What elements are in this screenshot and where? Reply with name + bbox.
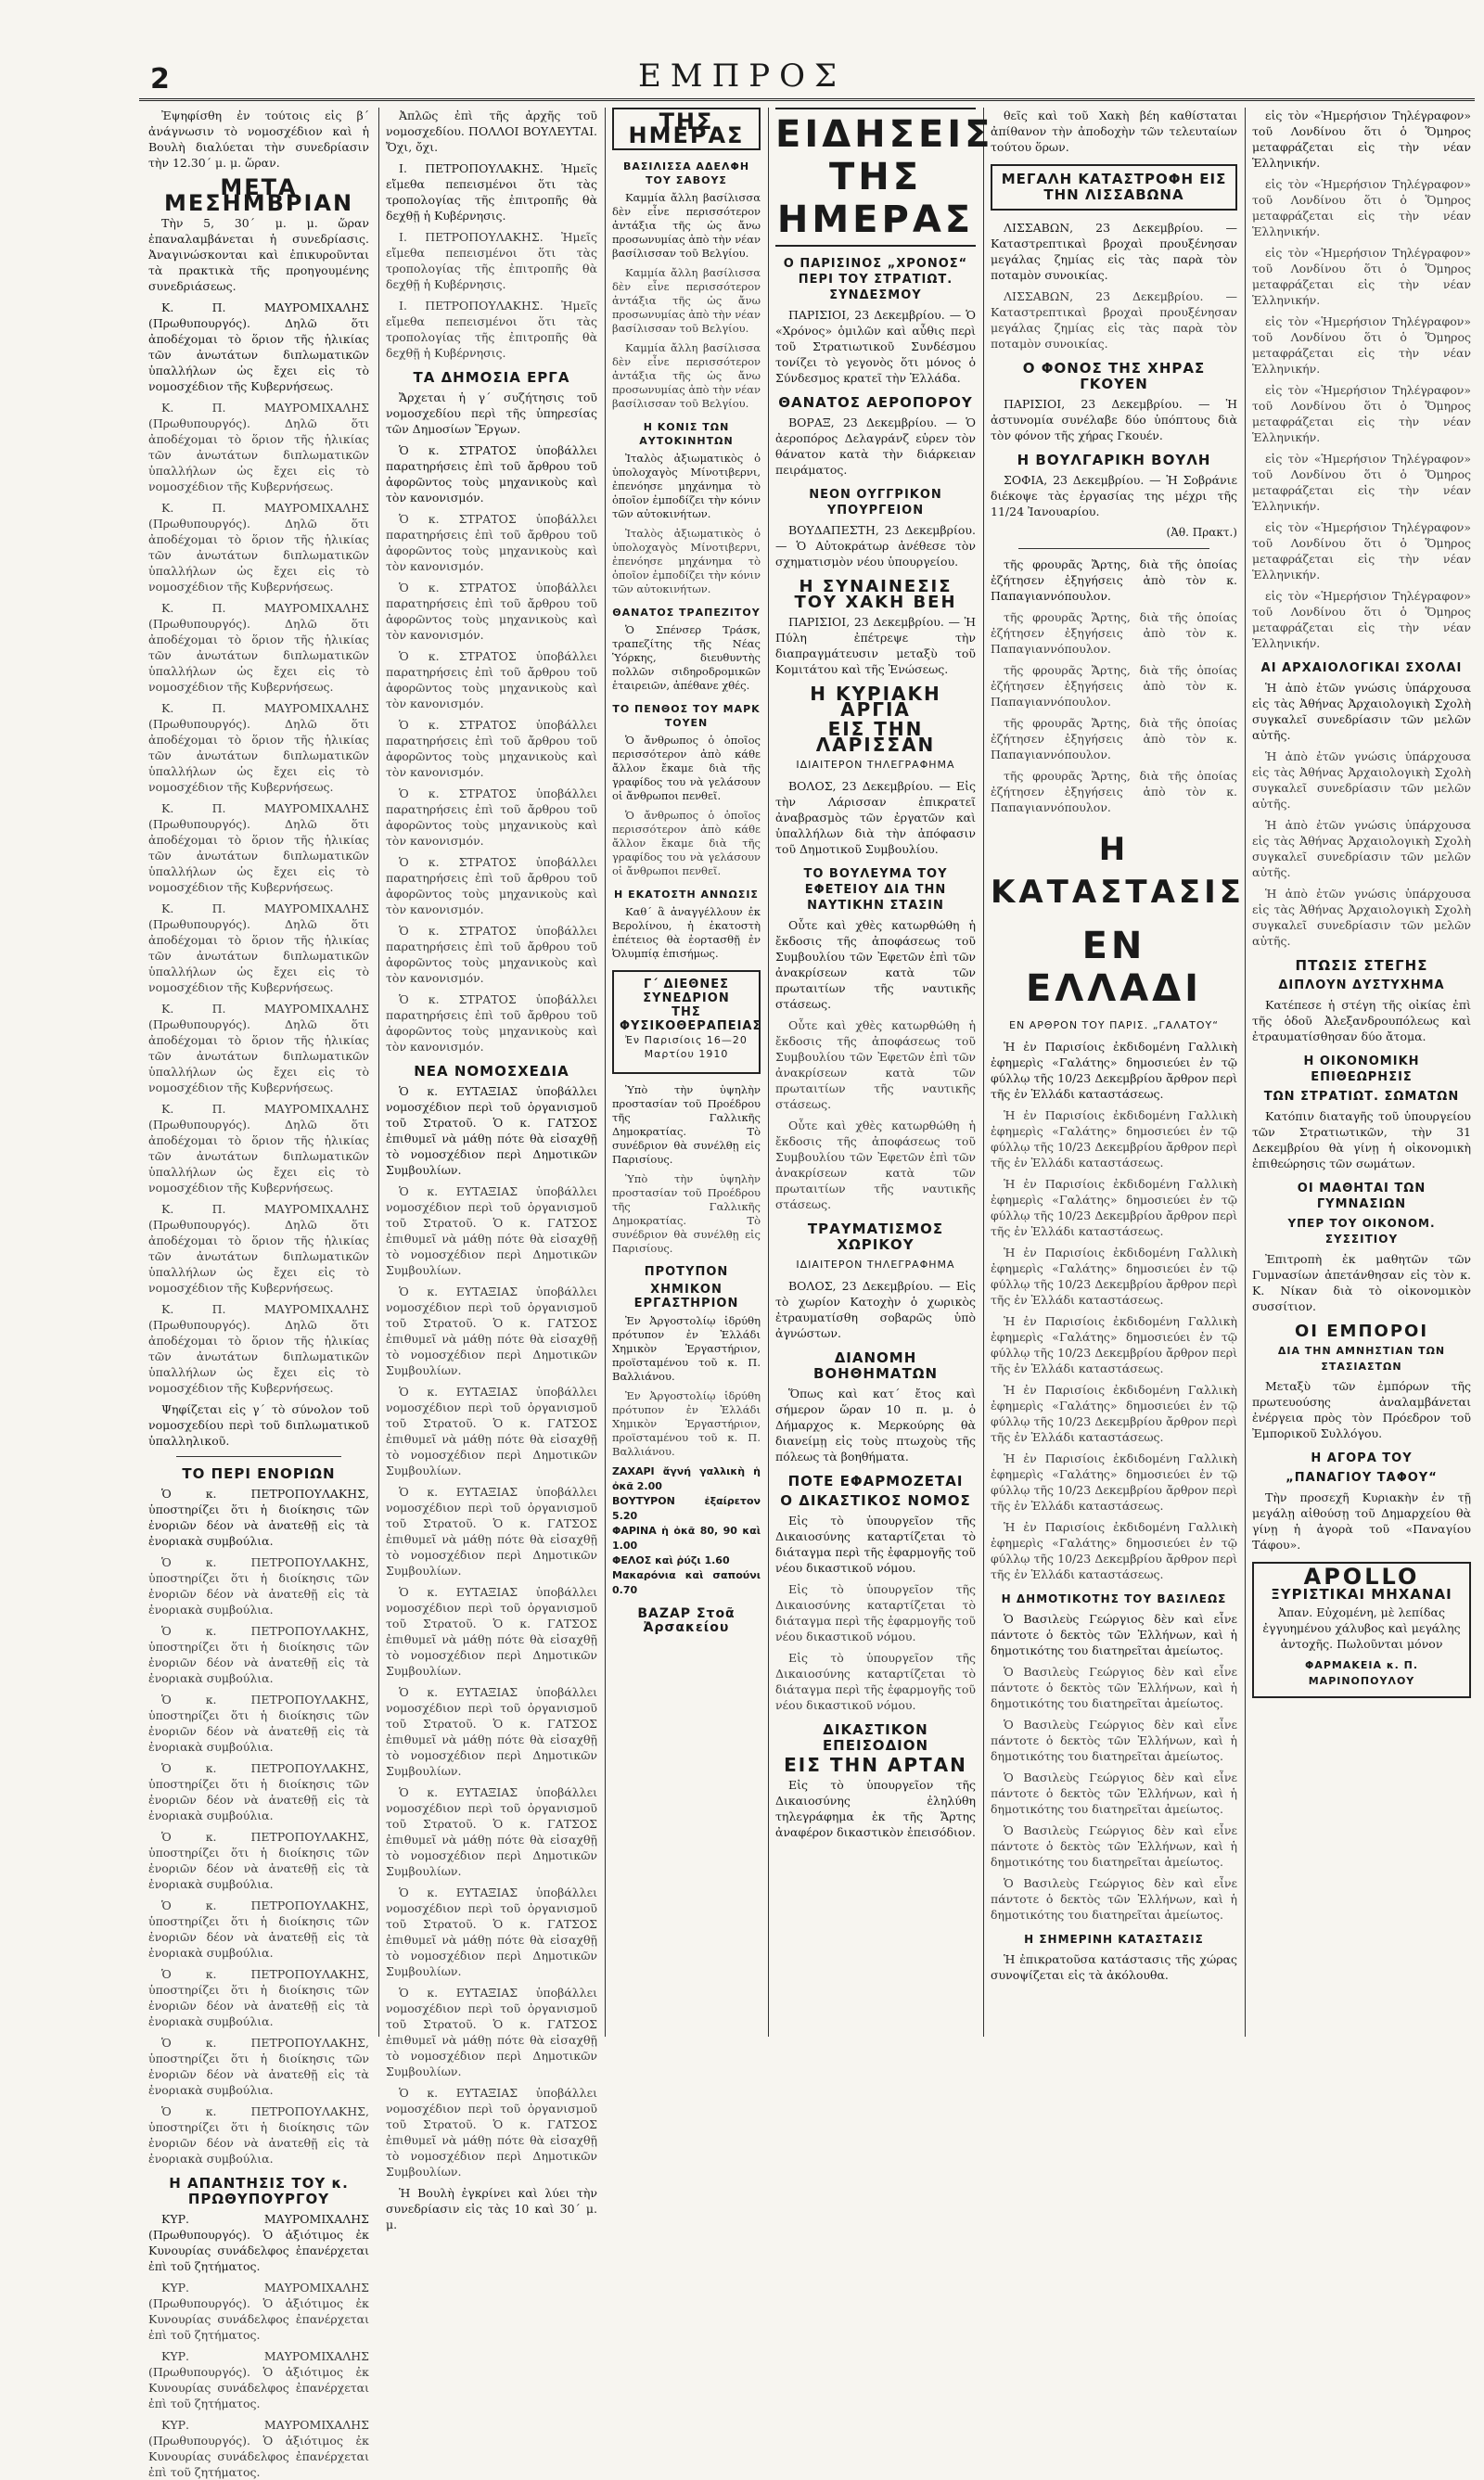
column-4 — [775, 108, 994, 2037]
paragraph: Κατέπεσε ἡ στέγη τῆς οἰκίας ἐπὶ τῆς ὁδοῦ Ἀλεξανδρουπόλεως καὶ ἐτραυματίσθησαν δύο ἄτομα. — [1252, 998, 1471, 1043]
heading-megali-katastrofi: ΜΕΓΑΛΗ ΚΑΤΑΣΤΡΟΦΗ ΕΙΣ ΤΗΝ ΛΙΣΣΑΒΩΝΑ — [1001, 171, 1227, 203]
paragraph: Ὁ κ. ΕΥΤΑΞΙΑΣ ὑποβάλλει νομοσχέδιον περὶ τοῦ ὀργανισμοῦ τοῦ Στρατοῦ. Ὁ κ. ΓΑΤΣΟΣ ἐπιθυμεῖ νὰ μάθῃ πότε θὰ εἰσαχθῇ τὸ νομοσχέδιον περὶ Δημοτικῶν Συμβουλίων. — [386, 1785, 597, 1878]
paragraph: Ὁ Βασιλεὺς Γεώργιος δὲν καὶ εἶνε πάντοτε ὁ δεκτὸς τῶν Ἑλλήνων, καὶ ἡ δημοτικότης του διατηρεῖται ἀμείωτος. — [991, 1823, 1237, 1869]
paragraph: εἰς τὸν «Ἡμερήσιον Τηλέγραφον» τοῦ Λονδίνου ὅτι ὁ Ὅμηρος μεταφράζεται εἰς τὴν νέαν Ἑλληνικήν. — [1252, 246, 1471, 307]
paragraph: Ἡ ἐν Παρισίοις ἐκδιδομένη Γαλλικὴ ἐφημερὶς «Γαλάτης» δημοσιεύει ἐν τῷ φύλλῳ τῆς 10/23 Δεκεμβρίου ἄρθρον περὶ τῆς ἐν Ἑλλάδι καταστάσεως. — [991, 1520, 1237, 1581]
heading-parisinos-xronos: Ο ΠΑΡΙΣΙΝΟΣ „ΧΡΟΝΟΣ“ ΠΕΡΙ ΤΟΥ ΣΤΡΑΤΙΩΤ. ΣΥΝΔΕΣΜΟΥ — [783, 257, 968, 302]
heading-ptosis-stegis: ΠΤΩΣΙΣ ΣΤΕΓΗΣ — [1295, 957, 1428, 974]
heading-stratiot-somaton: ΤΩΝ ΣΤΡΑΤΙΩΤ. ΣΩΜΑΤΩΝ — [1263, 1090, 1460, 1104]
paragraph: Ὁ κ. ΠΕΤΡΟΠΟΥΛΑΚΗΣ, ὑποστηρίζει ὅτι ἡ διοίκησις τῶν ἐνοριῶν δέον νὰ ἀνατεθῇ εἰς τὰ ἐνοριακὰ συμβούλια. — [148, 2036, 369, 2097]
heading-panagiou-tafou: „ΠΑΝΑΓΙΟΥ ΤΑΦΟΥ“ — [1286, 1471, 1438, 1485]
heading-protypon: ΠΡΟΤΥΠΟΝ — [644, 1265, 729, 1279]
column-rule — [605, 108, 606, 2037]
heading-synainesis-xaki: Η ΣΥΝΑΙΝΕΣΙΣ ΤΟΥ ΧΑΚΗ ΒΕΗ — [794, 577, 957, 612]
paragraph: Ἡ ἀπὸ ἐτῶν γνώσις ὑπάρχουσα εἰς τὰς Ἀθήνας Ἀρχαιολογικὴ Σχολὴ συγκαλεῖ συνεδρίασιν τῶν μελῶν αὐτῆς. — [1252, 887, 1471, 948]
paragraph: Ὁ Βασιλεὺς Γεώργιος δὲν καὶ εἶνε πάντοτε ὁ δεκτὸς τῶν Ἑλλήνων, καὶ ἡ δημοτικότης του διατηρεῖται ἀμείωτος. — [991, 1665, 1237, 1710]
paragraph: Οὗτε καὶ χθὲς κατωρθώθη ἡ ἔκδοσις τῆς ἀποφάσεως τοῦ Συμβουλίου τῶν Ἐφετῶν ἐπὶ τῶν ἀνακρίσεων κατὰ τῶν πρωταιτίων τῆς ναυτικῆς στάσεως. — [775, 1018, 976, 1111]
heading-agora: Η ΑΓΟΡΑ ΤΟΥ — [1311, 1451, 1413, 1465]
paragraph: Κ. Π. ΜΑΥΡΟΜΙΧΑΛΗΣ (Πρωθυπουργός). Δηλῶ ὅτι ἀποδέχομαι τὸ ὅριον τῆς ἡλικίας τῶν ἀνωτάτων διπλωματικῶν ὑπαλλήλων ὡς ἔχει εἰς τὸ νομοσχέδιον τῆς Κυβερνήσεως. — [148, 601, 369, 694]
paragraph: Ὁ Βασιλεὺς Γεώργιος δὲν καὶ εἶνε πάντοτε ὁ δεκτὸς τῶν Ἑλλήνων, καὶ ἡ δημοτικότης του διατηρεῖται ἀμείωτος. — [991, 1612, 1237, 1657]
paragraph: εἰς τὸν «Ἡμερήσιον Τηλέγραφον» τοῦ Λονδίνου ὅτι ὁ Ὅμηρος μεταφράζεται εἰς τὴν νέαν Ἑλληνικήν. — [1252, 589, 1471, 650]
paragraph: ΚΥΡ. ΜΑΥΡΟΜΙΧΑΛΗΣ (Πρωθυπουργός). Ὁ ἀξιότιμος ἐκ Κυνουρίας συνάδελφος ἐπανέρχεται ἐπὶ τοῦ ζητήματος. — [148, 2212, 369, 2273]
paragraph: Ὁ κ. ΠΕΤΡΟΠΟΥΛΑΚΗΣ, ὑποστηρίζει ὅτι ἡ διοίκησις τῶν ἐνοριῶν δέον νὰ ἀνατεθῇ εἰς τὰ ἐνοριακὰ συμβούλια. — [148, 1898, 369, 1960]
paragraph: Ὁ ἄνθρωπος ὁ ὁποῖος περισσότερον ἀπὸ κάθε ἄλλον ἔκαμε διὰ τῆς γραφίδος του νὰ γελάσουν οἱ ἄνθρωποι πενθεῖ. — [612, 734, 761, 802]
heading-eidiseis-tis-imeras: ΕΙΔΗΣΕΙΣ ΤΗΣ ΗΜΕΡΑΣ — [775, 108, 976, 247]
paragraph: Ψηφίζεται εἰς γ΄ τὸ σύνολον τοῦ νομοσχεδίου περὶ τοῦ διπλωματικοῦ ὑπαλληλικοῦ. — [148, 1402, 369, 1448]
paragraph: Ὅπως καὶ κατ΄ ἔτος καὶ σήμερον ὥραν 10 π. μ. ὁ Δήμαρχος κ. Μερκούρης θὰ διανείμῃ εἰς τοὺς πτωχοὺς τῆς πόλεως τὰ βοηθήματα. — [775, 1387, 976, 1464]
paragraph: ΒΟΛΟΣ, 23 Δεκεμβρίου. — Εἰς τὴν Λάρισσαν ἐπικρατεῖ ἀναβρασμὸς τῶν ἐργατῶν καὶ ὑπαλλήλων διὰ τὴν ἀπόφασιν τοῦ Δημοτικοῦ Συμβουλίου. — [775, 779, 976, 856]
subhead-galatis: ΕΝ ΑΡΘΡΟΝ ΤΟΥ ΠΑΡΙΣ. „ΓΑΛΑΤΟΥ“ — [1009, 1019, 1219, 1031]
heading-dikastiko-epeisodio: ΔΙΚΑΣΤΙΚΟΝ ΕΠΕΙΣΟΔΙΟΝ — [822, 1721, 929, 1754]
paragraph: Ὁ κ. ΕΥΤΑΞΙΑΣ ὑποβάλλει νομοσχέδιον περὶ τοῦ ὀργανισμοῦ τοῦ Στρατοῦ. Ὁ κ. ΓΑΤΣΟΣ ἐπιθυμεῖ νὰ μάθῃ πότε θὰ εἰσαχθῇ τὸ νομοσχέδιον περὶ Δημοτικῶν Συμβουλίων. — [386, 1585, 597, 1678]
heading-dimosia-erga: ΤΑ ΔΗΜΟΣΙΑ ΕΡΓΑ — [413, 369, 570, 386]
heading-amnistia-stasiaston: ΔΙΑ ΤΗΝ ΑΜΝΗΣΤΙΑΝ ΤΩΝ ΣΤΑΣΙΑΣΤΩΝ — [1277, 1345, 1446, 1373]
column-rule — [983, 108, 984, 2037]
paragraph: Κ. Π. ΜΑΥΡΟΜΙΧΑΛΗΣ (Πρωθυπουργός). Δηλῶ ὅτι ἀποδέχομαι τὸ ὅριον τῆς ἡλικίας τῶν ἀνωτάτων διπλωματικῶν ὑπαλλήλων ὡς ἔχει εἰς τὸ νομοσχέδιον τῆς Κυβερνήσεως. — [148, 501, 369, 594]
paragraph: Ἡ ἀπὸ ἐτῶν γνώσις ὑπάρχουσα εἰς τὰς Ἀθήνας Ἀρχαιολογικὴ Σχολὴ συγκαλεῖ συνεδρίασιν τῶν μελῶν αὐτῆς. — [1252, 681, 1471, 742]
paragraph: Ὁ Βασιλεὺς Γεώργιος δὲν καὶ εἶνε πάντοτε ὁ δεκτὸς τῶν Ἑλλήνων, καὶ ἡ δημοτικότης του διατηρεῖται ἀμείωτος. — [991, 1876, 1237, 1922]
paragraph: Ὁ κ. ΣΤΡΑΤΟΣ ὑποβάλλει παρατηρήσεις ἐπὶ τοῦ ἄρθρου τοῦ ἀφορῶντος τοὺς μηχανικοὺς καὶ τὸν κανονισμόν. — [386, 581, 597, 642]
paragraph: Ὁ Σπένσερ Τράσκ, τραπεζίτης τῆς Νέας Ὑόρκης, διευθυντὴς πολλῶν σιδηροδρομικῶν ἑταιρειῶν, ἀπέθανε χθές. — [612, 623, 761, 692]
paragraph: τῆς φρουρᾶς Ἄρτης, διὰ τῆς ὁποίας ἐζήτησεν ἐξηγήσεις ἀπὸ τὸν κ. Παπαγιαννόπουλον. — [991, 716, 1237, 761]
paragraph: Οὗτε καὶ χθὲς κατωρθώθη ἡ ἔκδοσις τῆς ἀποφάσεως τοῦ Συμβουλίου τῶν Ἐφετῶν ἐπὶ τῶν ἀνακρίσεων κατὰ τῶν πρωταιτίων τῆς ναυτικῆς στάσεως. — [775, 918, 976, 1011]
paragraph: Ἡ ἐν Παρισίοις ἐκδιδομένη Γαλλικὴ ἐφημερὶς «Γαλάτης» δημοσιεύει ἐν τῷ φύλλῳ τῆς 10/23 Δεκεμβρίου ἄρθρον περὶ τῆς ἐν Ἑλλάδι καταστάσεως. — [991, 1040, 1237, 1101]
heading-en-elladi: ΕΝ ΕΛΛΑΔΙ — [1025, 925, 1203, 1010]
paragraph: Ἡ ἐν Παρισίοις ἐκδιδομένη Γαλλικὴ ἐφημερὶς «Γαλάτης» δημοσιεύει ἐν τῷ φύλλῳ τῆς 10/23 Δεκεμβρίου ἄρθρον περὶ τῆς ἐν Ἑλλάδι καταστάσεως. — [991, 1177, 1237, 1238]
paragraph: Καμμία ἄλλη βασίλισσα δὲν εἶνε περισσότερον ἀντάξια τῆς ὡς ἄνω προσωνυμίας ἀπὸ τὴν νέαν βασίλισσαν τοῦ Βελγίου. — [612, 266, 761, 335]
paragraph: Ι. ΠΕΤΡΟΠΟΥΛΑΚΗΣ. Ἠμεῖς εἴμεθα πεπεισμένοι ὅτι τὰς τροπολογίας τῆς ἐπιτροπῆς θὰ δεχθῇ ἡ Κυβέρνησις. — [386, 230, 597, 291]
paragraph: ΒΟΡΑΞ, 23 Δεκεμβρίου. — Ὁ ἀεροπόρος Δελαγράνζ εὑρεν τὸν θάνατον κατὰ τὴν διάρκειαν πειράματος. — [775, 415, 976, 477]
column-6 — [1252, 108, 1471, 2037]
paragraph: Ὁ κ. ΣΤΡΑΤΟΣ ὑποβάλλει παρατηρήσεις ἐπὶ τοῦ ἄρθρου τοῦ ἀφορῶντος τοὺς μηχανικοὺς καὶ τὸν κανονισμόν. — [386, 924, 597, 985]
paragraph: Ἐπιτροπὴ ἐκ μαθητῶν τῶν Γυμνασίων ἀπετάνθησαν εἰς τὸν κ. Κ. Νίκαν διὰ τὸ οἰκονομικὸν συσσίτιον. — [1252, 1252, 1471, 1313]
heading-penthos-mark-twain: ΤΟ ΠΕΝΘΟΣ ΤΟΥ ΜΑΡΚ ΤΟΥΕΝ — [612, 703, 761, 729]
tis-imeras-box — [612, 108, 761, 150]
heading-basilissa: ΒΑΣΙΛΙΣΣΑ ΑΔΕΛΦΗ ΤΟΥ ΣΑΒΟΥΣ — [622, 160, 750, 186]
paragraph: Εἰς τὸ ὑπουργεῖον τῆς Δικαιοσύνης ἐληλύθη τηλεγράφημα ἐκ τῆς Ἄρτης ἀναφέρον δικαστικὸν ἐπεισόδιον. — [775, 1778, 976, 1839]
heading-konis: Η ΚΟΝΙΣ ΤΩΝ ΑΥΤΟΚΙΝΗΤΩΝ — [639, 421, 734, 447]
apollo-seller: ΦΑΡΜΑΚΕΙΑ κ. Π. ΜΑΡΙΝΟΠΟΥΛΟΥ — [1304, 1659, 1419, 1687]
paragraph: Ὁ κ. ΣΤΡΑΤΟΣ ὑποβάλλει παρατηρήσεις ἐπὶ τοῦ ἄρθρου τοῦ ἀφορῶντος τοὺς μηχανικοὺς καὶ τὸν κανονισμόν. — [386, 512, 597, 573]
paragraph: Κ. Π. ΜΑΥΡΟΜΙΧΑΛΗΣ (Πρωθυπουργός). Δηλῶ ὅτι ἀποδέχομαι τὸ ὅριον τῆς ἡλικίας τῶν ἀνωτάτων διπλωματικῶν ὑπαλλήλων ὡς ἔχει εἰς τὸ νομοσχέδιον τῆς Κυβερνήσεως. — [148, 1302, 369, 1395]
paragraph: Εἰς τὸ ὑπουργεῖον τῆς Δικαιοσύνης καταρτίζεται τὸ διάταγμα περὶ τῆς ἐφαρμογῆς τοῦ νέου δικαστικοῦ νόμου. — [775, 1651, 976, 1712]
paragraph: Ἡ Βουλὴ ἐγκρίνει καὶ λύει τὴν συνεδρίασιν εἰς τὰς 10 καὶ 30΄ μ. μ. — [386, 2186, 597, 2231]
heading-efeteio: ΤΟ ΒΟΥΛΕΥΜΑ ΤΟΥ ΕΦΕΤΕΙΟΥ ΔΙΑ ΤΗΝ ΝΑΥΤΙΚΗΝ ΣΤΑΣΙΝ — [803, 867, 948, 913]
paragraph: Τὴν προσεχῆ Κυριακὴν ἐν τῇ μεγάλῃ αἰθούσῃ τοῦ Δημαρχείου θὰ γίνῃ ἡ ἀγορὰ τοῦ «Παναγίου Τάφου». — [1252, 1490, 1471, 1552]
paragraph: Κ. Π. ΜΑΥΡΟΜΙΧΑΛΗΣ (Πρωθυπουργός). Δηλῶ ὅτι ἀποδέχομαι τὸ ὅριον τῆς ἡλικίας τῶν ἀνωτάτων διπλωματικῶν ὑπαλλήλων ὡς ἔχει εἰς τὸ νομοσχέδιον τῆς Κυβερνήσεως. — [148, 1002, 369, 1094]
heading-oungriko-ypourgeio: ΝΕΟΝ ΟΥΓΓΡΙΚΟΝ ΥΠΟΥΡΓΕΙΟΝ — [809, 488, 942, 518]
heading-thanatos-aeroporou: ΘΑΝΑΤΟΣ ΑΕΡΟΠΟΡΟΥ — [778, 394, 973, 411]
synedrio-dateline: Ἐν Παρισίοις 16—20 Μαρτίου 1910 — [625, 1034, 748, 1060]
paragraph: τῆς φρουρᾶς Ἄρτης, διὰ τῆς ὁποίας ἐζήτησεν ἐξηγήσεις ἀπὸ τὸν κ. Παπαγιαννόπουλον. — [991, 557, 1237, 603]
paragraph: Ἡ ἐν Παρισίοις ἐκδιδομένη Γαλλικὴ ἐφημερὶς «Γαλάτης» δημοσιεύει ἐν τῷ φύλλῳ τῆς 10/23 Δεκεμβρίου ἄρθρον περὶ τῆς ἐν Ἑλλάδι καταστάσεως. — [991, 1108, 1237, 1170]
paragraph: Ἐν Ἀργοστολίῳ ἱδρύθη πρότυπον ἐν Ἑλλάδι Χημικὸν Ἐργαστήριον, προϊσταμένου τοῦ κ. Π. Βαλλιάνου. — [612, 1389, 761, 1458]
heading-apantisis: Η ΑΠΑΝΤΗΣΙΣ ΤΟΥ κ. ΠΡΩΘΥΠΟΥΡΓΟΥ — [169, 2175, 349, 2207]
heading-katastasis: Η ΚΑΤΑΣΤΑΣΙΣ — [991, 831, 1245, 911]
heading-oikonomiki-epitheorisis: Η ΟΙΚΟΝΟΜΙΚΗ ΕΠΙΘΕΩΡΗΣΙΣ — [1303, 1055, 1420, 1084]
paragraph: Κ. Π. ΜΑΥΡΟΜΙΧΑΛΗΣ (Πρωθυπουργός). Δηλῶ ὅτι ἀποδέχομαι τὸ ὅριον τῆς ἡλικίας τῶν ἀνωτάτων διπλωματικῶν ὑπαλλήλων ὡς ἔχει εἰς τὸ νομοσχέδιον τῆς Κυβερνήσεως. — [148, 1202, 369, 1295]
paragraph: Κ. Π. ΜΑΥΡΟΜΙΧΑΛΗΣ (Πρωθυπουργός). Δηλῶ ὅτι ἀποδέχομαι τὸ ὅριον τῆς ἡλικίας τῶν ἀνωτάτων διπλωματικῶν ὑπαλλήλων ὡς ἔχει εἰς τὸ νομοσχέδιον τῆς Κυβερνήσεως. — [148, 901, 369, 994]
page-number: 2 — [150, 63, 170, 96]
heading-meta-mesimvrian: ΜΕΤΑ ΜΕΣΗΜΒΡΙΑΝ — [163, 174, 354, 216]
heading-dikastikos-nomos: Ο ΔΙΚΑΣΤΙΚΟΣ ΝΟΜΟΣ — [780, 1492, 971, 1509]
paragraph: Κ. Π. ΜΑΥΡΟΜΙΧΑΛΗΣ (Πρωθυπουργός). Δηλῶ ὅτι ἀποδέχομαι τὸ ὅριον τῆς ἡλικίας τῶν ἀνωτάτων διπλωματικῶν ὑπαλλήλων ὡς ἔχει εἰς τὸ νομοσχέδιον τῆς Κυβερνήσεως. — [148, 401, 369, 493]
paragraph: Τὴν 5, 30΄ μ. μ. ὥραν ἐπαναλαμβάνεται ἡ συνεδρίασις. Ἀναγινώσκονται καὶ ἐπικυροῦνται τὰ πρακτικὰ τῆς προηγουμένης συνεδριάσεως. — [148, 216, 369, 293]
paragraph: τῆς φρουρᾶς Ἄρτης, διὰ τῆς ὁποίας ἐζήτησεν ἐξηγήσεις ἀπὸ τὸν κ. Παπαγιαννόπουλον. — [991, 610, 1237, 656]
divider — [1018, 548, 1209, 549]
paragraph: Ἀπλῶς ἐπὶ τῆς ἀρχῆς τοῦ νομοσχεδίου. ΠΟΛΛΟΙ ΒΟΥΛΕΥΤΑΙ. Ὄχι, ὄχι. — [386, 109, 597, 154]
paragraph: Ἡ ἀπὸ ἐτῶν γνώσις ὑπάρχουσα εἰς τὰς Ἀθήνας Ἀρχαιολογικὴ Σχολὴ συγκαλεῖ συνεδρίασιν τῶν μελῶν αὐτῆς. — [1252, 749, 1471, 811]
paragraph: Ὁ κ. ΕΥΤΑΞΙΑΣ ὑποβάλλει νομοσχέδιον περὶ τοῦ ὀργανισμοῦ τοῦ Στρατοῦ. Ὁ κ. ΓΑΤΣΟΣ ἐπιθυμεῖ νὰ μάθῃ πότε θὰ εἰσαχθῇ τὸ νομοσχέδιον περὶ Δημοτικῶν Συμβουλίων. — [386, 1385, 597, 1477]
heading-synedrio: Γ΄ ΔΙΕΘΝΕΣ ΣΥΝΕΔΡΙΟΝ — [643, 978, 730, 1005]
paragraph: Ἄρχεται ἡ γ΄ συζήτησις τοῦ νομοσχεδίου περὶ τῆς ὑπηρεσίας τῶν Δημοσίων Ἔργων. — [386, 390, 597, 436]
paragraph: Οὗτε καὶ χθὲς κατωρθώθη ἡ ἔκδοσις τῆς ἀποφάσεως τοῦ Συμβουλίου τῶν Ἐφετῶν ἐπὶ τῶν ἀνακρίσεων κατὰ τῶν πρωταιτίων τῆς ναυτικῆς στάσεως. — [775, 1119, 976, 1211]
paragraph: Ἡ ἐν Παρισίοις ἐκδιδομένη Γαλλικὴ ἐφημερὶς «Γαλάτης» δημοσιεύει ἐν τῷ φύλλῳ τῆς 10/23 Δεκεμβρίου ἄρθρον περὶ τῆς ἐν Ἑλλάδι καταστάσεως. — [991, 1383, 1237, 1444]
heading-pote-efarmozetai: ΠΟΤΕ ΕΦΑΡΜΟΖΕΤΑΙ — [787, 1473, 964, 1489]
heading-ekatosti-annosis: Η ΕΚΑΤΟΣΤΗ ΑΝΝΩΣΙΣ — [614, 888, 759, 901]
paragraph: Ὁ κ. ΕΥΤΑΞΙΑΣ ὑποβάλλει νομοσχέδιον περὶ τοῦ ὀργανισμοῦ τοῦ Στρατοῦ. Ὁ κ. ΓΑΤΣΟΣ ἐπιθυμεῖ νὰ μάθῃ πότε θὰ εἰσαχθῇ τὸ νομοσχέδιον περὶ Δημοτικῶν Συμβουλίων. — [386, 2086, 597, 2179]
paragraph: Κατόπιν διαταγῆς τοῦ ὑπουργείου τῶν Στρατιωτικῶν, τὴν 31 Δεκεμβρίου θὰ γίνῃ ἡ οἰκονομικὴ ἐπιθεώρησις τῶν σωμάτων. — [1252, 1109, 1471, 1170]
apollo-advertisement — [1252, 1562, 1471, 1698]
paragraph: Εἰς τὸ ὑπουργεῖον τῆς Δικαιοσύνης καταρτίζεται τὸ διάταγμα περὶ τῆς ἐφαρμογῆς τοῦ νέου δικαστικοῦ νόμου. — [775, 1514, 976, 1575]
paragraph: Καμμία ἄλλη βασίλισσα δὲν εἶνε περισσότερον ἀντάξια τῆς ὡς ἄνω προσωνυμίας ἀπὸ τὴν νέαν βασίλισσαν τοῦ Βελγίου. — [612, 191, 761, 260]
heading-nea-nomosxedia: ΝΕΑ ΝΟΜΟΣΧΕΔΙΑ — [414, 1063, 569, 1080]
paragraph: Ὁ Βασιλεὺς Γεώργιος δὲν καὶ εἶνε πάντοτε ὁ δεκτὸς τῶν Ἑλλήνων, καὶ ἡ δημοτικότης του διατηρεῖται ἀμείωτος. — [991, 1771, 1237, 1816]
heading-voulgariki-vouli: Η ΒΟΥΛΓΑΡΙΚΗ ΒΟΥΛΗ — [1017, 452, 1211, 468]
paragraph: Ὁ κ. ΣΤΡΑΤΟΣ ὑποβάλλει παρατηρήσεις ἐπὶ τοῦ ἄρθρου τοῦ ἀφορῶντος τοὺς μηχανικοὺς καὶ τὸν κανονισμόν. — [386, 992, 597, 1054]
paragraph: ΚΥΡ. ΜΑΥΡΟΜΙΧΑΛΗΣ (Πρωθυπουργός). Ὁ ἀξιότιμος ἐκ Κυνουρίας συνάδελφος ἐπανέρχεται ἐπὶ τοῦ ζητήματος. — [148, 2349, 369, 2410]
paragraph: Ἡ ἐν Παρισίοις ἐκδιδομένη Γαλλικὴ ἐφημερὶς «Γαλάτης» δημοσιεύει ἐν τῷ φύλλῳ τῆς 10/23 Δεκεμβρίου ἄρθρον περὶ τῆς ἐν Ἑλλάδι καταστάσεως. — [991, 1246, 1237, 1307]
paragraph: τῆς φρουρᾶς Ἄρτης, διὰ τῆς ὁποίας ἐζήτησεν ἐξηγήσεις ἀπὸ τὸν κ. Παπαγιαννόπουλον. — [991, 663, 1237, 709]
paragraph: Ὑπὸ τὴν ὑψηλὴν προστασίαν τοῦ Προέδρου τῆς Γαλλικῆς Δημοκρατίας. Τὸ συνέδριον θὰ συνέλθῃ εἰς Παρισίους. — [612, 1172, 761, 1255]
paragraph: εἰς τὸν «Ἡμερήσιον Τηλέγραφον» τοῦ Λονδίνου ὅτι ὁ Ὅμηρος μεταφράζεται εἰς τὴν νέαν Ἑλληνικήν. — [1252, 109, 1471, 170]
paragraph: Ὁ κ. ΠΕΤΡΟΠΟΥΛΑΚΗΣ, ὑποστηρίζει ὅτι ἡ διοίκησις τῶν ἐνοριῶν δέον νὰ ἀνατεθῇ εἰς τὰ ἐνοριακὰ συμβούλια. — [148, 1967, 369, 2028]
heading-peri-enorion: ΤΟ ΠΕΡΙ ΕΝΟΡΙΩΝ — [182, 1465, 336, 1482]
paragraph: Ι. ΠΕΤΡΟΠΟΥΛΑΚΗΣ. Ἠμεῖς εἴμεθα πεπεισμένοι ὅτι τὰς τροπολογίας τῆς ἐπιτροπῆς θὰ δεχθῇ ἡ Κυβέρνησις. — [386, 299, 597, 360]
divider — [176, 1456, 341, 1457]
paragraph: Ὁ κ. ΠΕΤΡΟΠΟΥΛΑΚΗΣ, ὑποστηρίζει ὅτι ἡ διοίκησις τῶν ἐνοριῶν δέον νὰ ἀνατεθῇ εἰς τὰ ἐνοριακὰ συμβούλια. — [148, 1555, 369, 1617]
paragraph: Ἐψηφίσθη ἐν τούτοις εἰς β΄ ἀνάγνωσιν τὸ νομοσχέδιον καὶ ἡ Βουλὴ διαλύεται τὴν συνεδρίασιν τὴν 12.30΄ μ. μ. ὥραν. — [148, 109, 369, 170]
paragraph: Ὁ κ. ΠΕΤΡΟΠΟΥΛΑΚΗΣ, ὑποστηρίζει ὅτι ἡ διοίκησις τῶν ἐνοριῶν δέον νὰ ἀνατεθῇ εἰς τὰ ἐνοριακὰ συμβούλια. — [148, 1693, 369, 1754]
heading-arxaiologikai-sxolai: ΑΙ ΑΡΧΑΙΟΛΟΓΙΚΑΙ ΣΧΟΛΑΙ — [1260, 661, 1463, 675]
paragraph: ΒΟΛΟΣ, 23 Δεκεμβρίου. — Εἰς τὸ χωρίον Κατοχὴν ὁ χωρικὸς ἐτραυματίσθη σοβαρῶς ὑπὸ ἀγνώστων. — [775, 1279, 976, 1340]
newspaper-title: ΕΜΠΡΟΣ — [637, 58, 847, 95]
column-1 — [148, 108, 369, 2479]
paragraph: Ἰταλὸς ἀξιωματικὸς ὁ ὑπολοχαγὸς Μίνοτιβερνι, ἐπενόησε μηχάνημα τὸ ὁποῖον ἐμποδίζει τὴν κόνιν τῶν αὐτοκινήτων. — [612, 452, 761, 520]
subhead-tilegrafima: ΙΔΙΑΙΤΕΡΟΝ ΤΗΛΕΓΡΑΦΗΜΑ — [796, 1259, 955, 1271]
paragraph: Ὁ ἄνθρωπος ὁ ὁποῖος περισσότερον ἀπὸ κάθε ἄλλον ἔκαμε διὰ τῆς γραφίδος του νὰ γελάσουν οἱ ἄνθρωποι πενθεῖ. — [612, 809, 761, 877]
paragraph: Ὁ Βασιλεὺς Γεώργιος δὲν καὶ εἶνε πάντοτε ὁ δεκτὸς τῶν Ἑλλήνων, καὶ ἡ δημοτικότης του διατηρεῖται ἀμείωτος. — [991, 1718, 1237, 1763]
paragraph: Ὁ κ. ΕΥΤΑΞΙΑΣ ὑποβάλλει νομοσχέδιον περὶ τοῦ ὀργανισμοῦ τοῦ Στρατοῦ. Ὁ κ. ΓΑΤΣΟΣ ἐπιθυμεῖ νὰ μάθῃ πότε θὰ εἰσαχθῇ τὸ νομοσχέδιον περὶ Δημοτικῶν Συμβουλίων. — [386, 1184, 597, 1277]
paragraph: ΚΥΡ. ΜΑΥΡΟΜΙΧΑΛΗΣ (Πρωθυπουργός). Ὁ ἀξιότιμος ἐκ Κυνουρίας συνάδελφος ἐπανέρχεται ἐπὶ τοῦ ζητήματος. — [148, 2281, 369, 2342]
apollo-text: Ἀπαν. Εὐχομένη, μὲ λεπίδας ἐγγυημένου χάλυβος καὶ μεγάλης ἀντοχῆς. Πωλοῦνται μόνον — [1262, 1605, 1461, 1651]
paragraph: Ὁ κ. ΣΤΡΑΤΟΣ ὑποβάλλει παρατηρήσεις ἐπὶ τοῦ ἄρθρου τοῦ ἀφορῶντος τοὺς μηχανικοὺς καὶ τὸν κανονισμόν. — [386, 786, 597, 848]
paragraph: Ὁ κ. ΕΥΤΑΞΙΑΣ ὑποβάλλει νομοσχέδιον περὶ τοῦ ὀργανισμοῦ τοῦ Στρατοῦ. Ὁ κ. ΓΑΤΣΟΣ ἐπιθυμεῖ νὰ μάθῃ πότε θὰ εἰσαχθῇ τὸ νομοσχέδιον περὶ Δημοτικῶν Συμβουλίων. — [386, 1685, 597, 1778]
paragraph: Ὑπὸ τὴν ὑψηλὴν προστασίαν τοῦ Προέδρου τῆς Γαλλικῆς Δημοκρατίας. Τὸ συνέδριον θὰ συνέλθῃ εἰς Παρισίους. — [612, 1083, 761, 1166]
column-rule — [768, 108, 769, 2037]
paragraph: ΠΑΡΙΣΙΟΙ, 23 Δεκεμβρίου. — Ἡ ἀστυνομία συνέλαβε δύο ὑπόπτους διὰ τὸν φόνον τῆς χήρας Γκουέν. — [991, 397, 1237, 442]
paragraph: Ὁ κ. ΠΕΤΡΟΠΟΥΛΑΚΗΣ, ὑποστηρίζει ὅτι ἡ διοίκησις τῶν ἐνοριῶν δέον νὰ ἀνατεθῇ εἰς τὰ ἐνοριακὰ συμβούλια. — [148, 1761, 369, 1822]
heading-dianomi-voithimaton: ΔΙΑΝΟΜΗ ΒΟΗΘΗΜΑΤΩΝ — [812, 1349, 939, 1382]
paragraph: Εἰς τὸ ὑπουργεῖον τῆς Δικαιοσύνης καταρτίζεται τὸ διάταγμα περὶ τῆς ἐφαρμογῆς τοῦ νέου δικαστικοῦ νόμου. — [775, 1582, 976, 1643]
heading-larissa: ΕΙΣ ΤΗΝ ΛΑΡΙΣΣΑΝ — [815, 718, 936, 756]
paragraph: εἰς τὸν «Ἡμερήσιον Τηλέγραφον» τοῦ Λονδίνου ὅτι ὁ Ὅμηρος μεταφράζεται εἰς τὴν νέαν Ἑλληνικήν. — [1252, 383, 1471, 444]
paragraph: εἰς τὸν «Ἡμερήσιον Τηλέγραφον» τοῦ Λονδίνου ὅτι ὁ Ὅμηρος μεταφράζεται εἰς τὴν νέαν Ἑλληνικήν. — [1252, 177, 1471, 238]
paragraph: Ὁ κ. ΠΕΤΡΟΠΟΥΛΑΚΗΣ, ὑποστηρίζει ὅτι ἡ διοίκησις τῶν ἐνοριῶν δέον νὰ ἀνατεθῇ εἰς τὰ ἐνοριακὰ συμβούλια. — [148, 1830, 369, 1891]
paragraph: Ἰταλὸς ἀξιωματικὸς ὁ ὑπολοχαγὸς Μίνοτιβερνι, ἐπενόησε μηχάνημα τὸ ὁποῖον ἐμποδίζει τὴν κόνιν τῶν αὐτοκινήτων. — [612, 527, 761, 595]
paragraph: τῆς φρουρᾶς Ἄρτης, διὰ τῆς ὁποίας ἐζήτησεν ἐξηγήσεις ἀπὸ τὸν κ. Παπαγιαννόπουλον. — [991, 769, 1237, 814]
heading-ximikon-ergastirion: ΧΗΜΙΚΟΝ ΕΡΓΑΣΤΗΡΙΟΝ — [633, 1283, 739, 1310]
heading-thanatos-trapezitou: ΘΑΝΑΤΟΣ ΤΡΑΠΕΖΙΤΟΥ — [612, 607, 761, 619]
paragraph: ΛΙΣΣΑΒΩΝ, 23 Δεκεμβρίου. — Καταστρεπτικαὶ βροχαὶ προυξένησαν μεγάλας ζημίας εἰς τὰς παρὰ τὸν ποταμὸν συνοικίας. — [991, 221, 1237, 282]
heading-arta: ΕΙΣ ΤΗΝ ΑΡΤΑΝ — [784, 1754, 967, 1776]
heading-traumatismos: ΤΡΑΥΜΑΤΙΣΜΟΣ ΧΩΡΙΚΟΥ — [807, 1221, 944, 1253]
paragraph: Ὁ κ. ΣΤΡΑΤΟΣ ὑποβάλλει παρατηρήσεις ἐπὶ τοῦ ἄρθρου τοῦ ἀφορῶντος τοὺς μηχανικοὺς καὶ τὸν κανονισμόν. — [386, 649, 597, 710]
synedrio-box — [612, 970, 761, 1074]
paragraph: Ι. ΠΕΤΡΟΠΟΥΛΑΚΗΣ. Ἠμεῖς εἴμεθα πεπεισμένοι ὅτι τὰς τροπολογίας τῆς ἐπιτροπῆς θὰ δεχθῇ ἡ Κυβέρνησις. — [386, 161, 597, 223]
column-rule — [1245, 108, 1246, 2037]
paragraph: Ὁ κ. ΕΥΤΑΞΙΑΣ ὑποβάλλει νομοσχέδιον περὶ τοῦ ὀργανισμοῦ τοῦ Στρατοῦ. Ὁ κ. ΓΑΤΣΟΣ ἐπιθυμεῖ νὰ μάθῃ πότε θὰ εἰσαχθῇ τὸ νομοσχέδιον περὶ Δημοτικῶν Συμβουλίων. — [386, 1886, 597, 1978]
heading-emporoi: ΟΙ ΕΜΠΟΡΟΙ — [1294, 1322, 1429, 1341]
paragraph: ΚΥΡ. ΜΑΥΡΟΜΙΧΑΛΗΣ (Πρωθυπουργός). Ὁ ἀξιότιμος ἐκ Κυνουρίας συνάδελφος ἐπανέρχεται ἐπὶ τοῦ ζητήματος. — [148, 2418, 369, 2479]
paragraph: Κ. Π. ΜΑΥΡΟΜΙΧΑΛΗΣ (Πρωθυπουργός). Δηλῶ ὅτι ἀποδέχομαι τὸ ὅριον τῆς ἡλικίας τῶν ἀνωτάτων διπλωματικῶν ὑπαλλήλων ὡς ἔχει εἰς τὸ νομοσχέδιον τῆς Κυβερνήσεως. — [148, 801, 369, 894]
heading-tis-imeras: ΤΗΣ ΗΜΕΡΑΣ — [628, 109, 745, 148]
paragraph: ΠΑΡΙΣΙΟΙ, 23 Δεκεμβρίου. — Ἡ Πύλη ἐπέτρεψε τὴν διαπραγμάτευσιν μεταξὺ τοῦ Κομιτάτου καὶ τῆς Ἑνώσεως. — [775, 615, 976, 676]
paragraph: Ὁ κ. ΕΥΤΑΞΙΑΣ ὑποβάλλει νομοσχέδιον περὶ τοῦ ὀργανισμοῦ τοῦ Στρατοῦ. Ὁ κ. ΓΑΤΣΟΣ ἐπιθυμεῖ νὰ μάθῃ πότε θὰ εἰσαχθῇ τὸ νομοσχέδιον περὶ Δημοτικῶν Συμβουλίων. — [386, 1084, 597, 1177]
heading-fysikotherapeia: ΤΗΣ ΦΥΣΙΚΟΘΕΡΑΠΕΙΑΣ — [620, 1005, 762, 1033]
paragraph: ΛΙΣΣΑΒΩΝ, 23 Δεκεμβρίου. — Καταστρεπτικαὶ βροχαὶ προυξένησαν μεγάλας ζημίας εἰς τὰς παρὰ τὸν ποταμὸν συνοικίας. — [991, 289, 1237, 351]
paragraph: Κ. Π. ΜΑΥΡΟΜΙΧΑΛΗΣ (Πρωθυπουργός). Δηλῶ ὅτι ἀποδέχομαι τὸ ὅριον τῆς ἡλικίας τῶν ἀνωτάτων διπλωματικῶν ὑπαλλήλων ὡς ἔχει εἰς τὸ νομοσχέδιον τῆς Κυβερνήσεως. — [148, 701, 369, 794]
heading-mathitai-gymnasion: ΟΙ ΜΑΘΗΤΑΙ ΤΩΝ ΓΥΜΝΑΣΙΩΝ — [1297, 1182, 1426, 1211]
bazar-footer: ΒΑΖΑΡ Στοᾶ Ἀρσακείου — [637, 1606, 736, 1635]
paragraph: Ἐν Ἀργοστολίῳ ἱδρύθη πρότυπον ἐν Ἑλλάδι Χημικὸν Ἐργαστήριον, προϊσταμένου τοῦ κ. Π. Βαλλιάνου. — [612, 1314, 761, 1383]
apollo-name: APOLLO — [1303, 1564, 1420, 1590]
paragraph: Ἡ ἐν Παρισίοις ἐκδιδομένη Γαλλικὴ ἐφημερὶς «Γαλάτης» δημοσιεύει ἐν τῷ φύλλῳ τῆς 10/23 Δεκεμβρίου ἄρθρον περὶ τῆς ἐν Ἑλλάδι καταστάσεως. — [991, 1314, 1237, 1375]
heading-fonos-xiras: Ο ΦΟΝΟΣ ΤΗΣ ΧΗΡΑΣ ΓΚΟΥΕΝ — [1022, 360, 1206, 392]
heading-kyriaki-argia: Η ΚΥΡΙΑΚΗ ΑΡΓΙΑ — [810, 683, 941, 721]
paragraph: Μεταξὺ τῶν ἐμπόρων τῆς πρωτευούσης ἀναλαμβάνεται ἐνέργεια πρὸς τὸν Πρόεδρον τοῦ Ἐμπορικοῦ Συλλόγου. — [1252, 1379, 1471, 1440]
column-rule — [378, 108, 379, 2037]
paragraph: Ὁ κ. ΣΤΡΑΤΟΣ ὑποβάλλει παρατηρήσεις ἐπὶ τοῦ ἄρθρου τοῦ ἀφορῶντος τοὺς μηχανικοὺς καὶ τὸν κανονισμόν. — [386, 855, 597, 916]
subhead-tilegrafima: ΙΔΙΑΙΤΕΡΟΝ ΤΗΛΕΓΡΑΦΗΜΑ — [796, 759, 955, 771]
bazar-advertisement: ΖΑΧΑΡΙ ἄγνή γαλλικὴ ἡ ὀκᾶ 2.00 ΒΟΥΤΥΡΟΝ ἐξαίρετον 5.20 ΦΑΡΙΝΑ ἡ ὀκᾶ 80, 90 καὶ 1.00 ΦΕΛΟΣ καὶ ῥύζι 1.60 Μακαρόνια καὶ σαπούνι 0.70 — [612, 1465, 761, 1596]
column-5 — [991, 108, 1245, 2037]
paragraph: Ὁ κ. ΣΤΡΑΤΟΣ ὑποβάλλει παρατηρήσεις ἐπὶ τοῦ ἄρθρου τοῦ ἀφορῶντος τοὺς μηχανικοὺς καὶ τὸν κανονισμόν. — [386, 443, 597, 505]
paragraph: Ὁ κ. ΕΥΤΑΞΙΑΣ ὑποβάλλει νομοσχέδιον περὶ τοῦ ὀργανισμοῦ τοῦ Στρατοῦ. Ὁ κ. ΓΑΤΣΟΣ ἐπιθυμεῖ νὰ μάθῃ πότε θὰ εἰσαχθῇ τὸ νομοσχέδιον περὶ Δημοτικῶν Συμβουλίων. — [386, 1986, 597, 2078]
paragraph: ΒΟΥΔΑΠΕΣΤΗ, 23 Δεκεμβρίου. — Ὁ Αὐτοκράτωρ ἀνέθεσε τὸν σχηματισμὸν νέου ὑπουργείου. — [775, 523, 976, 569]
paragraph: Κ. Π. ΜΑΥΡΟΜΙΧΑΛΗΣ (Πρωθυπουργός). Δηλῶ ὅτι ἀποδέχομαι τὸ ὅριον τῆς ἡλικίας τῶν ἀνωτάτων διπλωματικῶν ὑπαλλήλων ὡς ἔχει εἰς τὸ νομοσχέδιον τῆς Κυβερνήσεως. — [148, 300, 369, 393]
column-2 — [386, 108, 597, 2231]
paragraph: ΣΟΦΙΑ, 23 Δεκεμβρίου. — Ἡ Σοβράνιε διέκοψε τὰς ἐργασίας της μέχρι τῆς 11/24 Ἰανουαρίου. — [991, 473, 1237, 518]
paragraph: Ὁ κ. ΠΕΤΡΟΠΟΥΛΑΚΗΣ, ὑποστηρίζει ὅτι ἡ διοίκησις τῶν ἐνοριῶν δέον νὰ ἀνατεθῇ εἰς τὰ ἐνοριακὰ συμβούλια. — [148, 1624, 369, 1685]
paragraph: Ἡ ἐπικρατοῦσα κατάστασις τῆς χώρας συνοψίζεται εἰς τὰ ἀκόλουθα. — [991, 1952, 1237, 1982]
heading-simerini-katastasis: Η ΣΗΜΕΡΙΝΗ ΚΑΤΑΣΤΑΣΙΣ — [1024, 1933, 1204, 1946]
paragraph: εἰς τὸν «Ἡμερήσιον Τηλέγραφον» τοῦ Λονδίνου ὅτι ὁ Ὅμηρος μεταφράζεται εἰς τὴν νέαν Ἑλληνικήν. — [1252, 314, 1471, 376]
paragraph: εἰς τὸν «Ἡμερήσιον Τηλέγραφον» τοῦ Λονδίνου ὅτι ὁ Ὅμηρος μεταφράζεται εἰς τὴν νέαν Ἑλληνικήν. — [1252, 520, 1471, 582]
paragraph: Καθ΄ ἃ ἀναγγέλλουν ἐκ Βερολίνου, ἡ ἑκατοστὴ ἐπέτειος θὰ ἑορτασθῇ ἐν Ὀλυμπίᾳ ἐπισήμως. — [612, 905, 761, 960]
paragraph: Ὁ κ. ΣΤΡΑΤΟΣ ὑποβάλλει παρατηρήσεις ἐπὶ τοῦ ἄρθρου τοῦ ἀφορῶντος τοὺς μηχανικοὺς καὶ τὸν κανονισμόν. — [386, 718, 597, 779]
heading-diploun-dystyxima: ΔΙΠΛΟΥΝ ΔΥΣΤΥΧΗΜΑ — [1278, 978, 1445, 992]
paragraph: Ὁ κ. ΠΕΤΡΟΠΟΥΛΑΚΗΣ, ὑποστηρίζει ὅτι ἡ διοίκησις τῶν ἐνοριῶν δέον νὰ ἀνατεθῇ εἰς τὰ ἐνοριακὰ συμβούλια. — [148, 2104, 369, 2166]
paragraph: ΠΑΡΙΣΙΟΙ, 23 Δεκεμβρίου. — Ὁ «Χρόνος» ὁμιλῶν καὶ αὖθις περὶ τοῦ Στρατιωτικοῦ Συνδέσμου τονίζει τὸ γεγονὸς ὅτι μόνος ὁ Σύνδεσμος κρατεῖ τὴν Ἑλλάδα. — [775, 308, 976, 385]
paragraph: Ἡ ἐν Παρισίοις ἐκδιδομένη Γαλλικὴ ἐφημερὶς «Γαλάτης» δημοσιεύει ἐν τῷ φύλλῳ τῆς 10/23 Δεκεμβρίου ἄρθρον περὶ τῆς ἐν Ἑλλάδι καταστάσεως. — [991, 1451, 1237, 1513]
paragraph: Ἡ ἀπὸ ἐτῶν γνώσις ὑπάρχουσα εἰς τὰς Ἀθήνας Ἀρχαιολογικὴ Σχολὴ συγκαλεῖ συνεδρίασιν τῶν μελῶν αὐτῆς. — [1252, 818, 1471, 879]
paragraph: Κ. Π. ΜΑΥΡΟΜΙΧΑΛΗΣ (Πρωθυπουργός). Δηλῶ ὅτι ἀποδέχομαι τὸ ὅριον τῆς ἡλικίας τῶν ἀνωτάτων διπλωματικῶν ὑπαλλήλων ὡς ἔχει εἰς τὸ νομοσχέδιον τῆς Κυβερνήσεως. — [148, 1102, 369, 1195]
katastrofi-box — [991, 164, 1237, 211]
paragraph: εἰς τὸν «Ἡμερήσιον Τηλέγραφον» τοῦ Λονδίνου ὅτι ὁ Ὅμηρος μεταφράζεται εἰς τὴν νέαν Ἑλληνικήν. — [1252, 452, 1471, 513]
paragraph: Ὁ κ. ΕΥΤΑΞΙΑΣ ὑποβάλλει νομοσχέδιον περὶ τοῦ ὀργανισμοῦ τοῦ Στρατοῦ. Ὁ κ. ΓΑΤΣΟΣ ἐπιθυμεῖ νὰ μάθῃ πότε θὰ εἰσαχθῇ τὸ νομοσχέδιον περὶ Δημοτικῶν Συμβουλίων. — [386, 1285, 597, 1377]
apollo-subtitle: ΞΥΡΙΣΤΙΚΑΙ ΜΗΧΑΝΑΙ — [1271, 1586, 1452, 1603]
paragraph: θεῖς καὶ τοῦ Χακὴ βέη καθίσταται ἀπίθανον τὴν ἀποδοχὴν τῶν τελευταίων τούτου ὅρων. — [991, 109, 1237, 154]
paragraph: Ὁ κ. ΠΕΤΡΟΠΟΥΛΑΚΗΣ, ὑποστηρίζει ὅτι ἡ διοίκησις τῶν ἐνοριῶν δέον νὰ ἀνατεθῇ εἰς τὰ ἐνοριακὰ συμβούλια. — [148, 1487, 369, 1548]
heading-dimotikotis: Η ΔΗΜΟΤΙΚΟΤΗΣ ΤΟΥ ΒΑΣΙΛΕΩΣ — [1001, 1592, 1227, 1605]
paragraph: Ὁ κ. ΕΥΤΑΞΙΑΣ ὑποβάλλει νομοσχέδιον περὶ τοῦ ὀργανισμοῦ τοῦ Στρατοῦ. Ὁ κ. ΓΑΤΣΟΣ ἐπιθυμεῖ νὰ μάθῃ πότε θὰ εἰσαχθῇ τὸ νομοσχέδιον περὶ Δημοτικῶν Συμβουλίων. — [386, 1485, 597, 1578]
paragraph: Καμμία ἄλλη βασίλισσα δὲν εἶνε περισσότερον ἀντάξια τῆς ὡς ἄνω προσωνυμίας ἀπὸ τὴν νέαν βασίλισσαν τοῦ Βελγίου. — [612, 341, 761, 410]
heading-oikonom-syssitiou: ΥΠΕΡ ΤΟΥ ΟΙΚΟΝΟΜ. ΣΥΣΣΙΤΙΟΥ — [1287, 1217, 1436, 1246]
source-signature: (Ἀθ. Πρακτ.) — [1166, 526, 1237, 539]
column-3 — [612, 108, 761, 2037]
